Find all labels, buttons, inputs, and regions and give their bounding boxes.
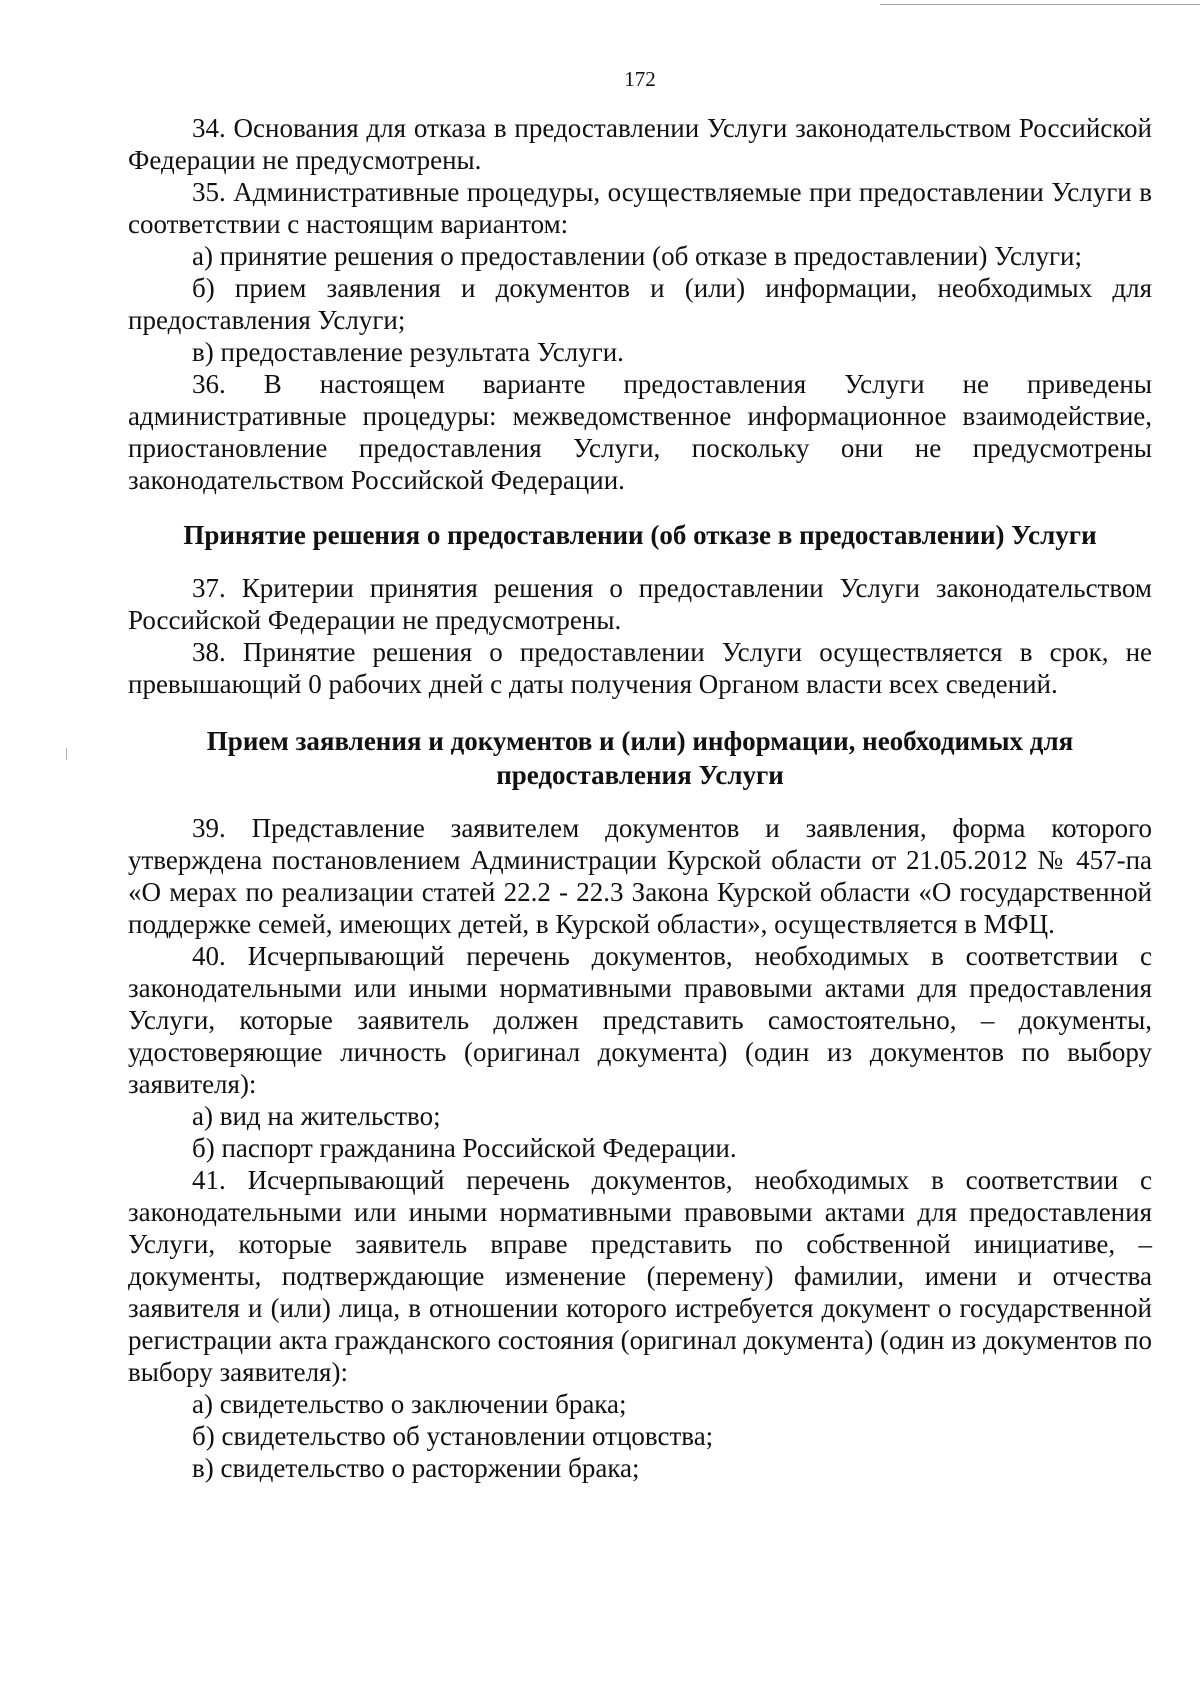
list-item-41b: б) свидетельство об установлении отцовства;	[192, 1421, 714, 1451]
paragraph-40: 40. Исчерпывающий перечень документов, необходимых в соответствии с законодательными или иными нормативными правовыми актами для предоставления Услуги, которые заявитель должен представить самостоятельно, – документы, удостоверяющие личность (оригинал документа) (один из документов по выбору заявителя):	[128, 941, 1152, 1099]
list-item-35b: б) прием заявления и документов и (или) информации, необходимых для предоставления Услуги;	[128, 273, 1152, 335]
paragraph-35: 35. Административные процедуры, осуществляемые при предоставлении Услуги в соответствии с настоящим вариантом:	[128, 177, 1152, 239]
paragraph-39: 39. Представление заявителем документов и заявления, форма которого утверждена постановлением Администрации Курской области от 21.05.2012 № 457-па «О мерах по реализации статей 22.2 - 22.3 Закона Курской области «О государственной поддержке семей, имеющих детей, в Курской области», осуществляется в МФЦ.	[128, 813, 1152, 939]
margin-mark	[66, 748, 67, 760]
list-item-40a: а) вид на жительство;	[192, 1101, 441, 1131]
list-item-41c: в) свидетельство о расторжении брака;	[192, 1453, 640, 1483]
paragraph-38: 38. Принятие решения о предоставлении Услуги осуществляется в срок, не превышающий 0 рабочих дней с даты получения Органом власти всех сведений.	[128, 637, 1152, 699]
paragraph-37: 37. Критерии принятия решения о предоставлении Услуги законодательством Российской Федерации не предусмотрены.	[128, 573, 1152, 635]
section-heading-decision: Принятие решения о предоставлении (об отказе в предоставлении) Услуги	[183, 520, 1097, 550]
list-item-35a: а) принятие решения о предоставлении (об отказе в предоставлении) Услуги;	[192, 241, 1082, 271]
list-item-40b: б) паспорт гражданина Российской Федерации.	[192, 1133, 737, 1163]
paragraph-41: 41. Исчерпывающий перечень документов, необходимых в соответствии с законодательными или иными нормативными правовыми актами для предоставления Услуги, которые заявитель вправе представить по собственной инициативе, – документы, подтверждающие изменение (перемену) фамилии, имени и отчества заявителя и (или) лица, в отношении которого истребуется документ о государственной регистрации акта гражданского состояния (оригинал документа) (один из документов по выбору заявителя):	[128, 1165, 1152, 1387]
document-page	[128, 66, 1152, 1484]
page-number: 172	[624, 67, 656, 91]
list-item-35c: в) предоставление результата Услуги.	[192, 337, 624, 367]
paragraph-34: 34. Основания для отказа в предоставлении Услуги законодательством Российской Федерации не предусмотрены.	[128, 113, 1152, 175]
top-edge-rule	[880, 4, 1200, 5]
paragraph-36: 36. В настоящем варианте предоставления Услуги не приведены административные процедуры: межведомственное информационное взаимодействие, приостановление предоставления Услуги, поскольку они не предусмотрены законодательством Российской Федерации.	[128, 369, 1152, 495]
section-heading-application: Прием заявления и документов и (или) информации, необходимых для предоставления Услуги	[206, 726, 1074, 790]
list-item-41a: а) свидетельство о заключении брака;	[192, 1389, 627, 1419]
